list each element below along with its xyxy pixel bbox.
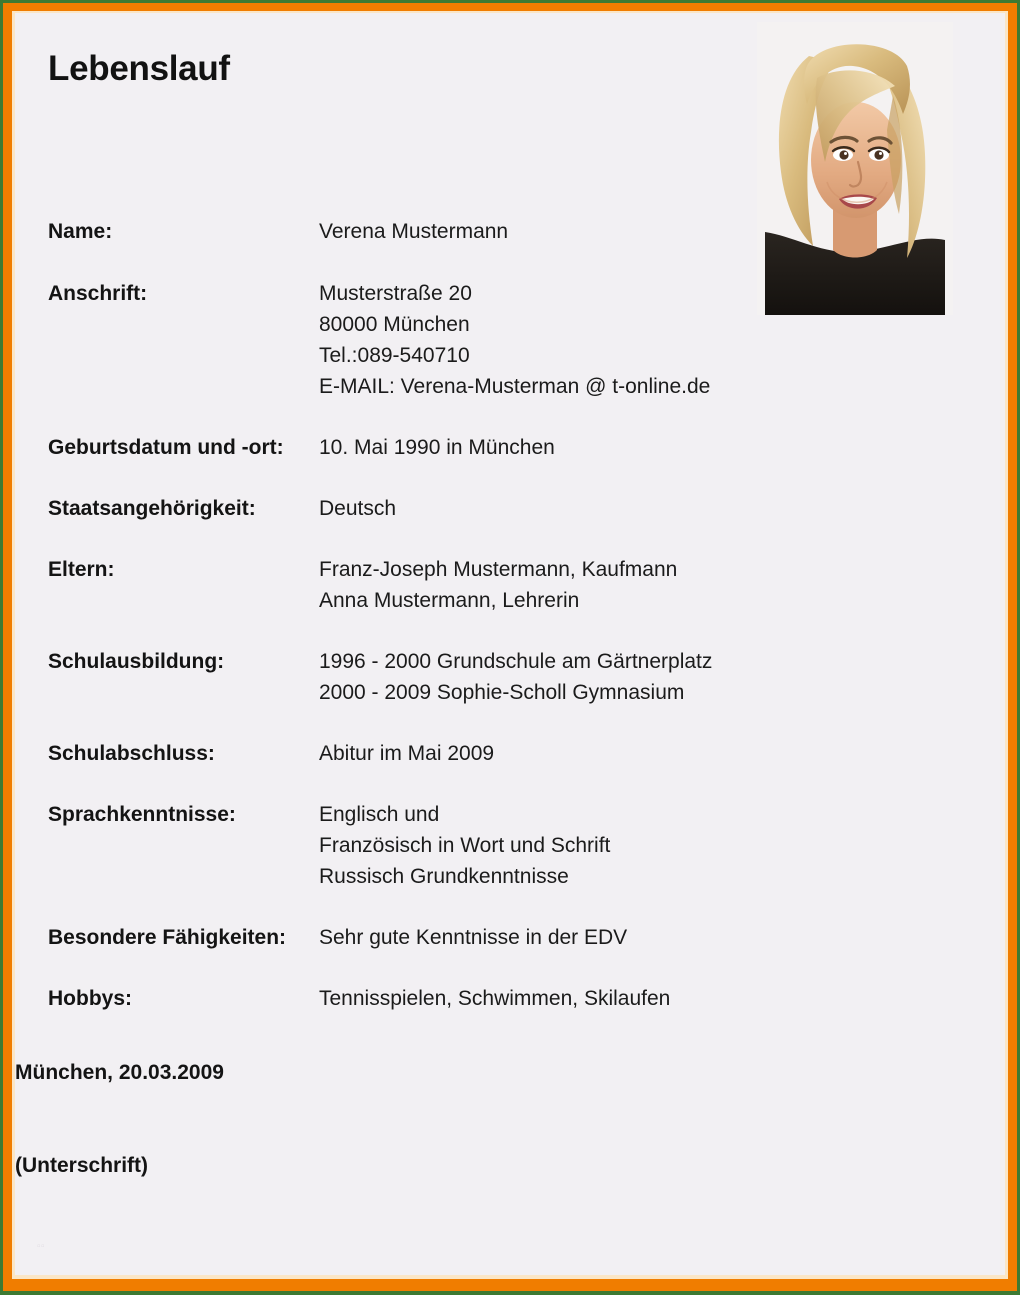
cv-row-value-line: Französisch in Wort und Schrift — [319, 834, 611, 857]
cv-row-label: Eltern: — [48, 558, 115, 581]
cv-row-value-line: Russisch Grundkenntnisse — [319, 865, 569, 888]
cv-row-value-line: 10. Mai 1990 in München — [319, 436, 555, 459]
cv-row-value-line: Musterstraße 20 — [319, 282, 472, 305]
cv-row-value-line: Tennisspielen, Schwimmen, Skilaufen — [319, 987, 671, 1010]
cv-row-value-line: Tel.:089-540710 — [319, 344, 470, 367]
cv-row — [15, 278, 1005, 402]
page-title: Lebenslauf — [48, 49, 230, 88]
cv-row-label: Besondere Fähigkeiten: — [48, 926, 287, 949]
cv-row — [15, 646, 1005, 708]
cv-row-value-line: Sehr gute Kenntnisse in der EDV — [319, 926, 628, 949]
cv-row-label: Schulausbildung: — [48, 650, 225, 673]
document-sheet — [15, 13, 1005, 1275]
cv-row-value-line: Abitur im Mai 2009 — [319, 742, 495, 765]
cv-row-label: Anschrift: — [48, 282, 148, 305]
cv-row-value-line: 1996 - 2000 Grundschule am Gärtnerplatz — [319, 650, 713, 673]
cv-row-value — [319, 738, 494, 769]
footer-place-and-date: München, 20.03.2009 — [15, 1061, 224, 1084]
cv-row-value-line: E-MAIL: Verena-Musterman @ t-online.de — [319, 375, 711, 398]
cv-row-value-line: 2000 - 2009 Sophie-Scholl Gymnasium — [319, 681, 685, 704]
cv-row-value — [319, 216, 508, 247]
cv-row-value — [319, 922, 627, 953]
cv-row-value-line: Deutsch — [319, 497, 397, 520]
cv-row-value-line: 80000 München — [319, 313, 470, 336]
cv-row-label: Hobbys: — [48, 987, 132, 1010]
cv-row-value-line: Englisch und — [319, 803, 440, 826]
cv-row-value — [319, 554, 677, 616]
cv-row-label: Geburtsdatum und -ort: — [48, 436, 284, 459]
cv-row-value-line: Anna Mustermann, Lehrerin — [319, 589, 580, 612]
cv-row-label: Staatsangehörigkeit: — [48, 497, 256, 520]
cv-rows — [15, 216, 1005, 1014]
cv-row-label: Name: — [48, 220, 113, 243]
cv-row — [15, 983, 1005, 1014]
cv-row — [15, 432, 1005, 463]
cv-row-label: Schulabschluss: — [48, 742, 215, 765]
cv-row — [15, 216, 1005, 247]
cv-row-value — [319, 493, 396, 524]
cv-row — [15, 493, 1005, 524]
cv-row — [15, 738, 1005, 769]
cv-row-value — [319, 278, 710, 402]
cv-row — [15, 554, 1005, 616]
cv-row-value-line: Verena Mustermann — [319, 220, 509, 243]
cv-row-value-line: Franz-Joseph Mustermann, Kaufmann — [319, 558, 678, 581]
cv-row — [15, 799, 1005, 892]
cv-row-value — [319, 646, 712, 708]
cv-row — [15, 922, 1005, 953]
cv-row-value — [319, 799, 610, 892]
cv-row-value — [319, 983, 670, 1014]
cv-row-value — [319, 432, 555, 463]
footer-signature-label: (Unterschrift) — [15, 1154, 149, 1177]
cv-row-label: Sprachkenntnisse: — [48, 803, 236, 826]
scan-artifact: ▫▫ — [37, 1241, 46, 1252]
